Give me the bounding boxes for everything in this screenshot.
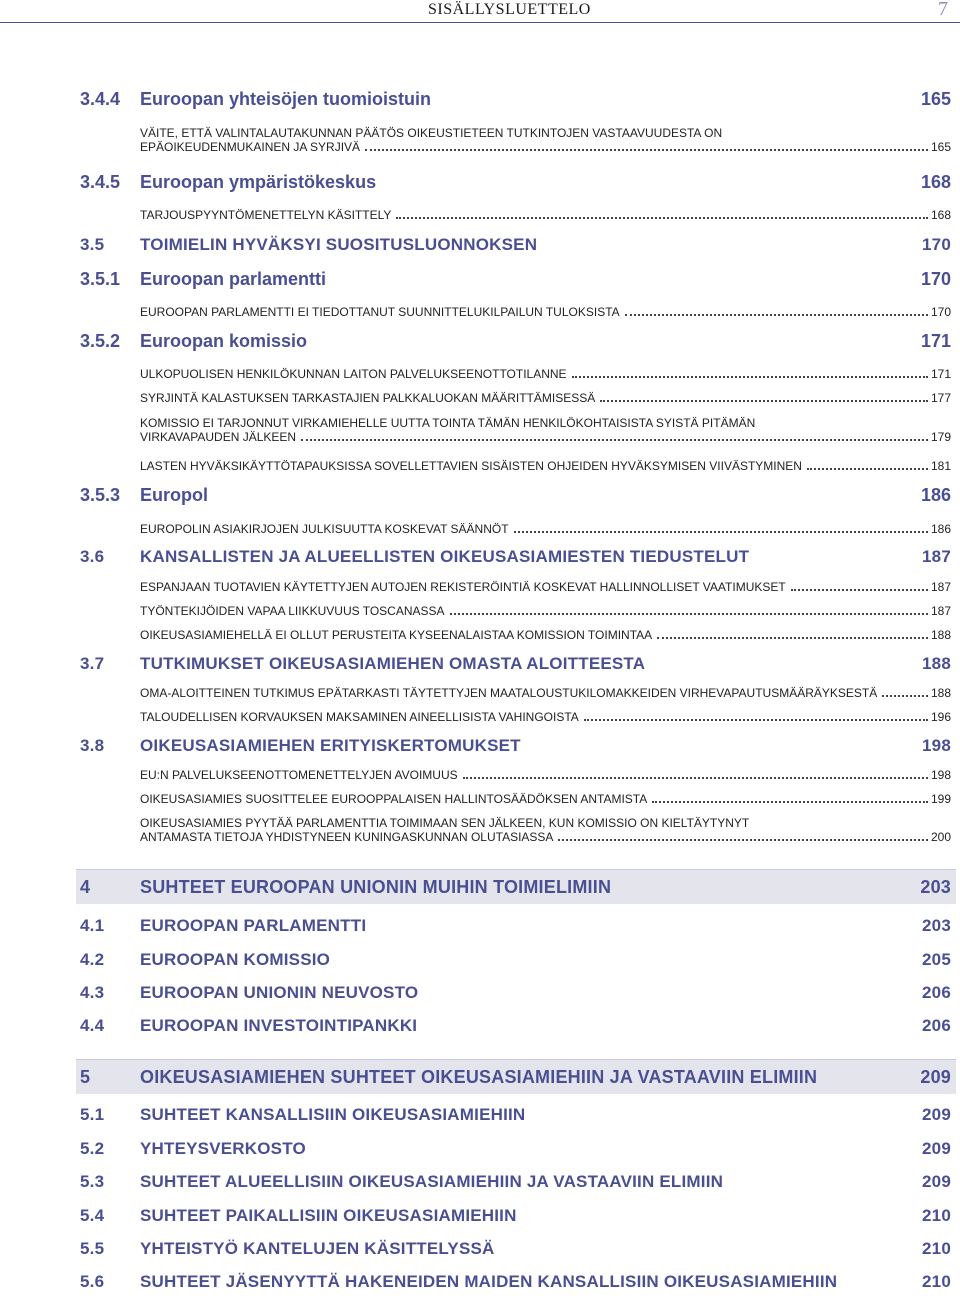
subentry-text: TALOUDELLISEN KORVAUKSEN MAKSAMINEN AINEELLISISTA VAHINGOISTA: [140, 710, 579, 724]
subentry-text: TARJOUSPYYNTÖMENETTELYN KÄSITTELY: [140, 208, 392, 222]
page-ref: 170: [922, 235, 951, 254]
subentry-text-line1: OIKEUSASIAMIES PYYTÄÄ PARLAMENTTIA TOIMIMAAN SEN JÄLKEEN, KUN KOMISSIO ON KIELTÄYTYNYT: [140, 816, 750, 830]
toc-entry-3-5-2[interactable]: [80, 331, 951, 352]
toc-entry-4-1[interactable]: [80, 916, 951, 936]
page-ref: 170: [920, 269, 951, 289]
subentry-text-line1: VÄITE, ETTÄ VALINTALAUTAKUNNAN PÄÄTÖS OIKEUSTIETEEN TUTKINTOJEN VASTAAVUUDESTA ON: [140, 126, 723, 140]
toc-subentry[interactable]: [140, 522, 951, 536]
toc-subentry[interactable]: [140, 459, 951, 473]
page-ref: 209: [920, 1067, 951, 1087]
page-ref: 168: [930, 208, 951, 222]
dot-leader: [301, 439, 928, 441]
subentry-text-line2: ANTAMASTA TIETOJA YHDISTYNEEN KUNINGASKUNNAN OLUTASIASSA: [140, 830, 554, 844]
dot-leader: [882, 695, 928, 697]
page-ref: 165: [930, 140, 951, 154]
dot-leader: [514, 531, 928, 533]
toc-chapter-4[interactable]: [80, 877, 951, 898]
toc-entry-3-5-3[interactable]: [80, 485, 951, 506]
toc-entry-4-3[interactable]: [80, 983, 951, 1003]
toc-subentry[interactable]: [140, 391, 951, 405]
toc-subentry[interactable]: [140, 580, 951, 594]
section-title: Euroopan komissio: [140, 331, 308, 351]
section-number: 3.5.2: [80, 331, 121, 351]
dot-leader: [365, 149, 928, 151]
subentry-text: OIKEUSASIAMIES SUOSITTELEE EUROOPPALAISEN HALLINTOSÄÄDÖKSEN ANTAMISTA: [140, 792, 648, 806]
toc-entry-3-6[interactable]: [80, 547, 951, 567]
toc-subentry[interactable]: [140, 710, 951, 724]
toc-entry-5-6[interactable]: [80, 1272, 951, 1292]
page-ref: 188: [930, 686, 951, 700]
page-header: [0, 0, 960, 23]
subentry-text: SYRJINTÄ KALASTUKSEN TARKASTAJIEN PALKKALUOKAN MÄÄRITTÄMISESSÄ: [140, 391, 596, 405]
section-number: 3.4.4: [80, 89, 121, 109]
page-ref: 203: [922, 916, 951, 935]
toc-entry-5-3[interactable]: [80, 1172, 951, 1192]
page-ref: 165: [920, 89, 951, 109]
toc-subentry[interactable]: [140, 305, 951, 319]
section-number: 4.2: [80, 950, 105, 969]
chapter-title: OIKEUSASIAMIEHEN SUHTEET OIKEUSASIAMIEHIIN JA VASTAAVIIN ELIMIIN: [140, 1067, 818, 1087]
toc-entry-5-5[interactable]: [80, 1239, 951, 1259]
toc-subentry[interactable]: [140, 367, 951, 381]
page-ref: 209: [922, 1172, 951, 1191]
chapter-title: SUHTEET EUROOPAN UNIONIN MUIHIN TOIMIELIMIIN: [140, 877, 612, 897]
section-number: 4.1: [80, 916, 105, 935]
page-ref: 210: [922, 1272, 951, 1291]
section-title: OIKEUSASIAMIEHEN ERITYISKERTOMUKSET: [140, 736, 521, 755]
subentry-text: TYÖNTEKIJÖIDEN VAPAA LIIKKUVUUS TOSCANASSA: [140, 604, 445, 618]
subentry-text: EUROOPAN PARLAMENTTI EI TIEDOTTANUT SUUNNITTELUKILPAILUN TULOKSISTA: [140, 305, 620, 319]
section-number: 5.3: [80, 1172, 105, 1191]
toc-entry-5-1[interactable]: [80, 1105, 951, 1125]
section-title: YHTEYSVERKOSTO: [140, 1139, 306, 1158]
subentry-text-line2: EPÄOIKEUDENMUKAINEN JA SYRJIVÄ: [140, 140, 361, 154]
section-number: 5.4: [80, 1206, 105, 1225]
section-number: 3.5.3: [80, 485, 121, 505]
section-title: KANSALLISTEN JA ALUEELLISTEN OIKEUSASIAMIESTEN TIEDUSTELUT: [140, 547, 750, 566]
chapter-number: 5: [80, 1067, 91, 1087]
page-ref: 171: [920, 331, 951, 351]
toc-subentry[interactable]: [140, 628, 951, 642]
dot-leader: [450, 613, 928, 615]
toc-subentry[interactable]: [140, 126, 951, 154]
section-number: 5.5: [80, 1239, 105, 1258]
toc-entry-3-8[interactable]: [80, 736, 951, 756]
page-ref: 209: [922, 1105, 951, 1124]
section-number: 5.6: [80, 1272, 105, 1291]
page-ref: 196: [930, 710, 951, 724]
toc-entry-5-4[interactable]: [80, 1206, 951, 1226]
toc-entry-3-7[interactable]: [80, 654, 951, 674]
subentry-text: EUROPOLIN ASIAKIRJOJEN JULKISUUTTA KOSKEVAT SÄÄNNÖT: [140, 522, 509, 536]
toc-subentry[interactable]: [140, 816, 951, 844]
toc-subentry[interactable]: [140, 604, 951, 618]
subentry-text: OIKEUSASIAMIEHELLÄ EI OLLUT PERUSTEITA KYSEENALAISTAA KOMISSION TOIMINTAA: [140, 628, 653, 642]
section-title: SUHTEET KANSALLISIIN OIKEUSASIAMIEHIIN: [140, 1105, 526, 1124]
section-number: 5.2: [80, 1139, 105, 1158]
page-ref: 186: [920, 485, 951, 505]
subentry-text: ESPANJAAN TUOTAVIEN KÄYTETTYJEN AUTOJEN REKISTERÖINTIÄ KOSKEVAT HALLINNOLLISET VAATIMUKSET: [140, 580, 786, 594]
page-ref: 170: [930, 305, 951, 319]
page-ref: 171: [930, 367, 951, 381]
section-number: 4.3: [80, 983, 105, 1002]
page-ref: 210: [922, 1239, 951, 1258]
dot-leader: [807, 468, 928, 470]
page-number: 7: [938, 0, 948, 20]
page-ref: 187: [930, 604, 951, 618]
page-ref: 206: [922, 983, 951, 1002]
dot-leader: [584, 719, 928, 721]
section-number: 5.1: [80, 1105, 105, 1124]
section-number: 3.8: [80, 736, 105, 755]
page-ref: 210: [922, 1206, 951, 1225]
section-title: Euroopan ympäristökeskus: [140, 172, 377, 192]
page-ref: 199: [930, 792, 951, 806]
toc-entry-3-4-5[interactable]: [80, 172, 951, 193]
toc-chapter-5[interactable]: [80, 1067, 951, 1088]
section-title: YHTEISTYÖ KANTELUJEN KÄSITTELYSSÄ: [140, 1239, 495, 1258]
section-number: 3.6: [80, 547, 105, 566]
page-ref: 209: [922, 1139, 951, 1158]
subentry-text: OMA-ALOITTEINEN TUTKIMUS EPÄTARKASTI TÄYTETTYJEN MAATALOUSTUKILOMAKKEIDEN VIRHEVAPAUTUSMÄÄRÄYKSESTÄ: [140, 686, 878, 700]
dot-leader: [652, 801, 928, 803]
running-title: SISÄLLYSLUETTELO: [428, 1, 591, 18]
dot-leader: [396, 217, 928, 219]
page-ref: 186: [930, 522, 951, 536]
subentry-text: LASTEN HYVÄKSIKÄYTTÖTAPAUKSISSA SOVELLETTAVIEN SISÄISTEN OHJEIDEN HYVÄKSYMISEN VIIVÄSTYMINEN: [140, 459, 802, 473]
page-ref: 188: [930, 628, 951, 642]
section-title: EUROOPAN KOMISSIO: [140, 950, 331, 969]
toc-entry-3-5[interactable]: [80, 235, 951, 255]
toc-subentry[interactable]: [140, 416, 951, 444]
toc-entry-4-2[interactable]: [80, 950, 951, 970]
dot-leader: [463, 777, 928, 779]
toc-entry-3-4-4[interactable]: [80, 89, 951, 110]
section-number: 3.4.5: [80, 172, 121, 192]
section-title: SUHTEET ALUEELLISIIN OIKEUSASIAMIEHIIN JA VASTAAVIIN ELIMIIN: [140, 1172, 724, 1191]
page-ref: 168: [920, 172, 951, 192]
subentry-text-line1: KOMISSIO EI TARJONNUT VIRKAMIEHELLE UUTTA TOINTA TÄMÄN HENKILÖKOHTAISISTA SYISTÄ PITÄMÄN: [140, 416, 756, 430]
page-ref: 187: [922, 547, 951, 566]
chapter-number: 4: [80, 877, 91, 897]
subentry-text: EU:N PALVELUKSEENOTTOMENETTELYJEN AVOIMUUS: [140, 768, 458, 782]
page-ref: 179: [930, 430, 951, 444]
dot-leader: [657, 637, 928, 639]
page-ref: 200: [930, 830, 951, 844]
section-title: EUROOPAN UNIONIN NEUVOSTO: [140, 983, 419, 1002]
toc-subentry[interactable]: [140, 686, 951, 700]
section-number: 3.7: [80, 654, 105, 673]
page-ref: 177: [930, 391, 951, 405]
section-title: EUROOPAN INVESTOINTIPANKKI: [140, 1016, 418, 1035]
toc-subentry[interactable]: [140, 792, 951, 806]
section-title: Euroopan yhteisöjen tuomioistuin: [140, 89, 432, 109]
dot-leader: [600, 400, 928, 402]
dot-leader: [625, 314, 928, 316]
page-ref: 198: [930, 768, 951, 782]
toc-subentry[interactable]: [140, 208, 951, 222]
page-ref: 203: [920, 877, 951, 897]
section-number: 3.5: [80, 235, 105, 254]
page-ref: 205: [922, 950, 951, 969]
dot-leader: [572, 376, 928, 378]
page-ref: 206: [922, 1016, 951, 1035]
section-title: EUROOPAN PARLAMENTTI: [140, 916, 367, 935]
section-title: SUHTEET JÄSENYYTTÄ HAKENEIDEN MAIDEN KANSALLISIIN OIKEUSASIAMIEHIIN: [140, 1272, 838, 1291]
section-title: TUTKIMUKSET OIKEUSASIAMIEHEN OMASTA ALOITTEESTA: [140, 654, 646, 673]
toc-entry-5-2[interactable]: [80, 1139, 951, 1159]
toc-entry-4-4[interactable]: [80, 1016, 951, 1036]
page-ref: 198: [922, 736, 951, 755]
page-ref: 181: [930, 459, 951, 473]
section-number: 4.4: [80, 1016, 105, 1035]
dot-leader: [558, 839, 928, 841]
dot-leader: [791, 589, 928, 591]
toc-subentry[interactable]: [140, 768, 951, 782]
section-title: Europol: [140, 485, 208, 505]
section-title: SUHTEET PAIKALLISIIN OIKEUSASIAMIEHIIN: [140, 1206, 517, 1225]
page-ref: 188: [922, 654, 951, 673]
section-title: Euroopan parlamentti: [140, 269, 327, 289]
subentry-text-line2: VIRKAVAPAUDEN JÄLKEEN: [140, 430, 297, 444]
subentry-text: ULKOPUOLISEN HENKILÖKUNNAN LAITON PALVELUKSEENOTTOTILANNE: [140, 367, 567, 381]
page-ref: 187: [930, 580, 951, 594]
section-number: 3.5.1: [80, 269, 121, 289]
section-title: TOIMIELIN HYVÄKSYI SUOSITUSLUONNOKSEN: [140, 235, 538, 254]
toc-entry-3-5-1[interactable]: [80, 269, 951, 290]
